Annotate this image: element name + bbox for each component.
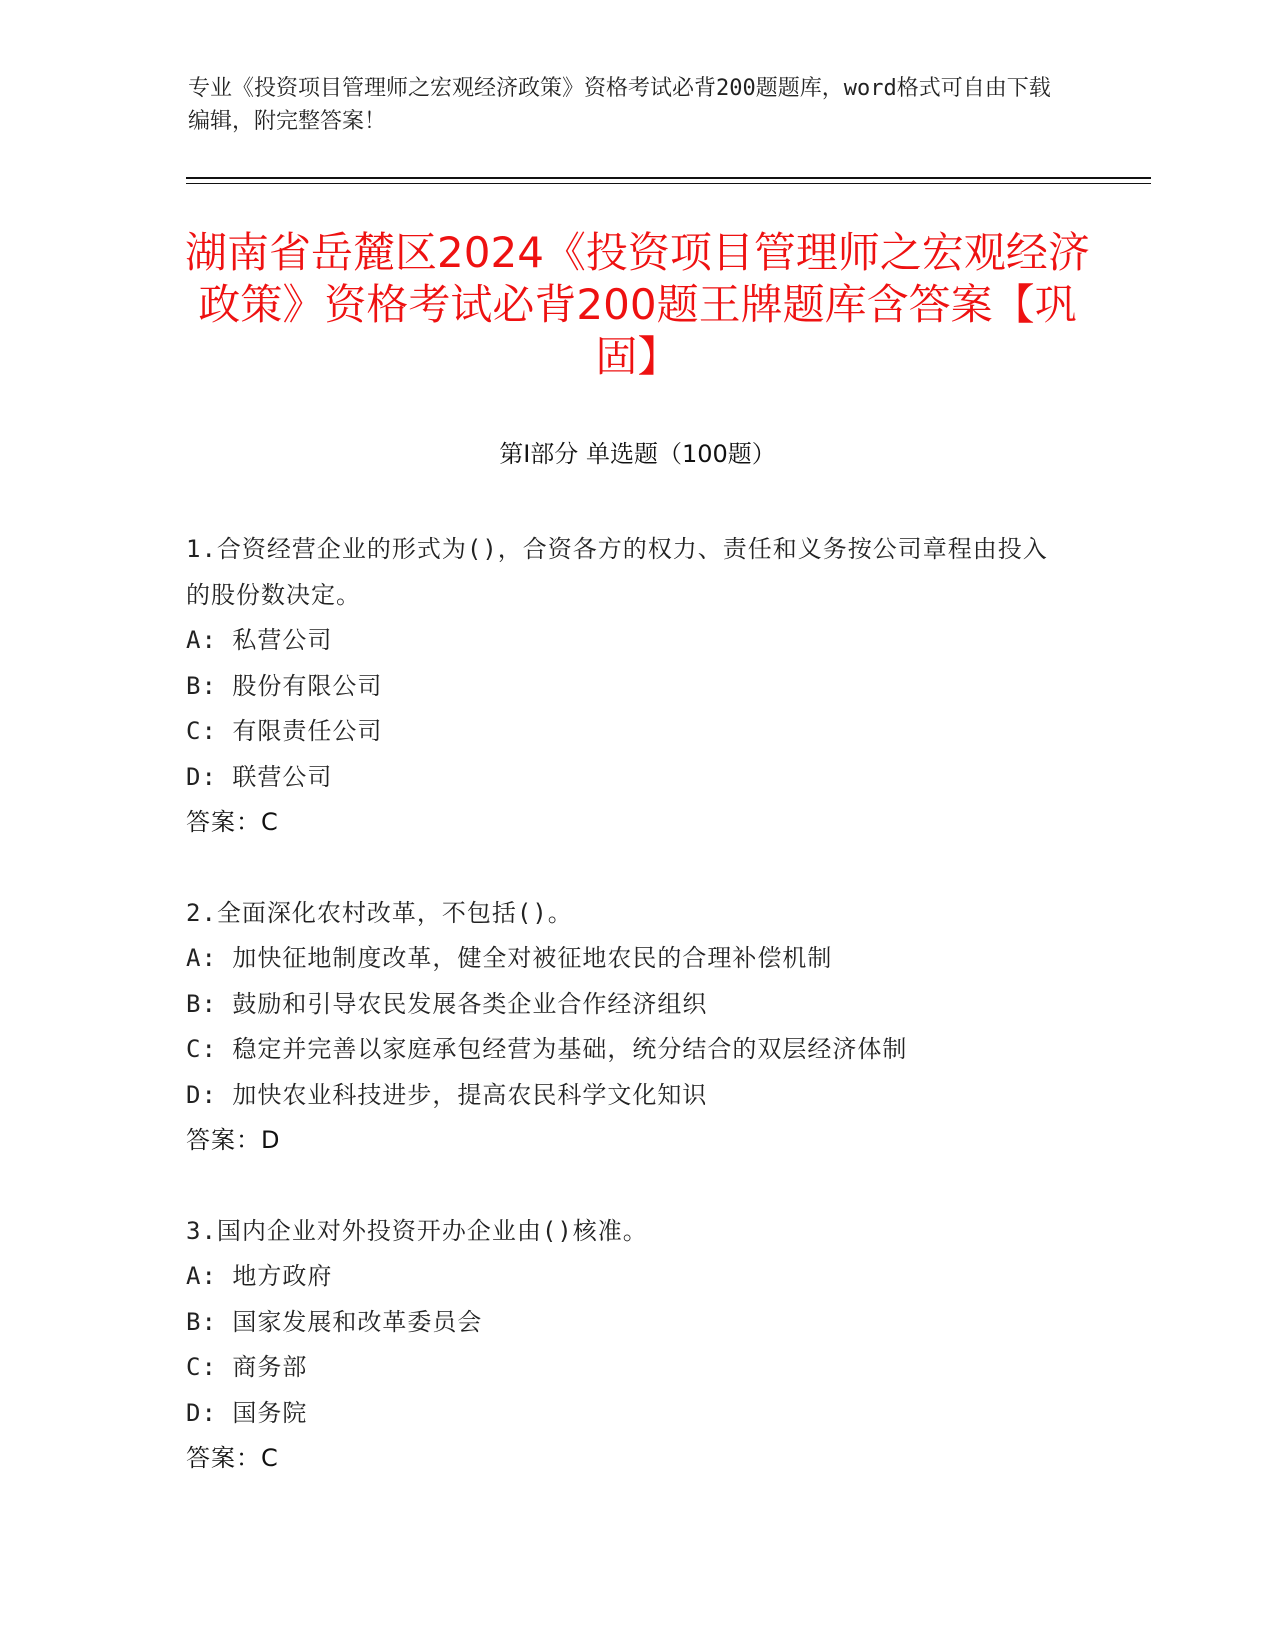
question-stem: 2.全面深化农村改革，不包括()。 bbox=[186, 898, 573, 927]
question-item bbox=[186, 891, 1066, 1164]
option-b: B: 鼓励和引导农民发展各类企业合作经济组织 bbox=[186, 989, 708, 1018]
header-note: 专业《投资项目管理师之宏观经济政策》资格考试必背200题题库，word格式可自由下载编辑，附完整答案！ bbox=[188, 76, 1051, 134]
option-b: B: 股份有限公司 bbox=[186, 671, 383, 700]
answer-line: 答案：C bbox=[186, 1444, 279, 1472]
question-stem: 3.国内企业对外投资开办企业由()核准。 bbox=[186, 1216, 648, 1245]
header-divider-thin bbox=[186, 183, 1151, 184]
answer-line: 答案：D bbox=[186, 1126, 281, 1154]
question-item bbox=[186, 1209, 1066, 1482]
option-d: D: 加快农业科技进步，提高农民科学文化知识 bbox=[186, 1080, 708, 1109]
option-a: A: 地方政府 bbox=[186, 1262, 333, 1290]
header-divider-thick bbox=[186, 177, 1151, 179]
option-b: B: 国家发展和改革委员会 bbox=[186, 1307, 483, 1336]
option-a: A: 加快征地制度改革，健全对被征地农民的合理补偿机制 bbox=[186, 944, 833, 972]
answer-line: 答案：C bbox=[186, 808, 279, 836]
section-heading: 第I部分 单选题（100题） bbox=[499, 440, 776, 468]
question-spacer bbox=[186, 846, 1066, 891]
question-stem: 1.合资经营企业的形式为()，合资各方的权力、责任和义务按公司章程由投入的股份数决定。 bbox=[186, 535, 1048, 609]
option-c: C: 有限责任公司 bbox=[186, 717, 383, 745]
option-d: D: 联营公司 bbox=[186, 762, 333, 791]
question-list bbox=[186, 527, 1066, 1482]
option-c: C: 商务部 bbox=[186, 1353, 308, 1381]
question-item bbox=[186, 527, 1066, 846]
option-c: C: 稳定并完善以家庭承包经营为基础，统分结合的双层经济体制 bbox=[186, 1035, 908, 1063]
option-d: D: 国务院 bbox=[186, 1398, 308, 1427]
document-title: 湖南省岳麓区2024《投资项目管理师之宏观经济政策》资格考试必背200题王牌题库含答案【巩固】 bbox=[185, 228, 1090, 381]
question-spacer bbox=[186, 1164, 1066, 1209]
option-a: A: 私营公司 bbox=[186, 626, 333, 654]
